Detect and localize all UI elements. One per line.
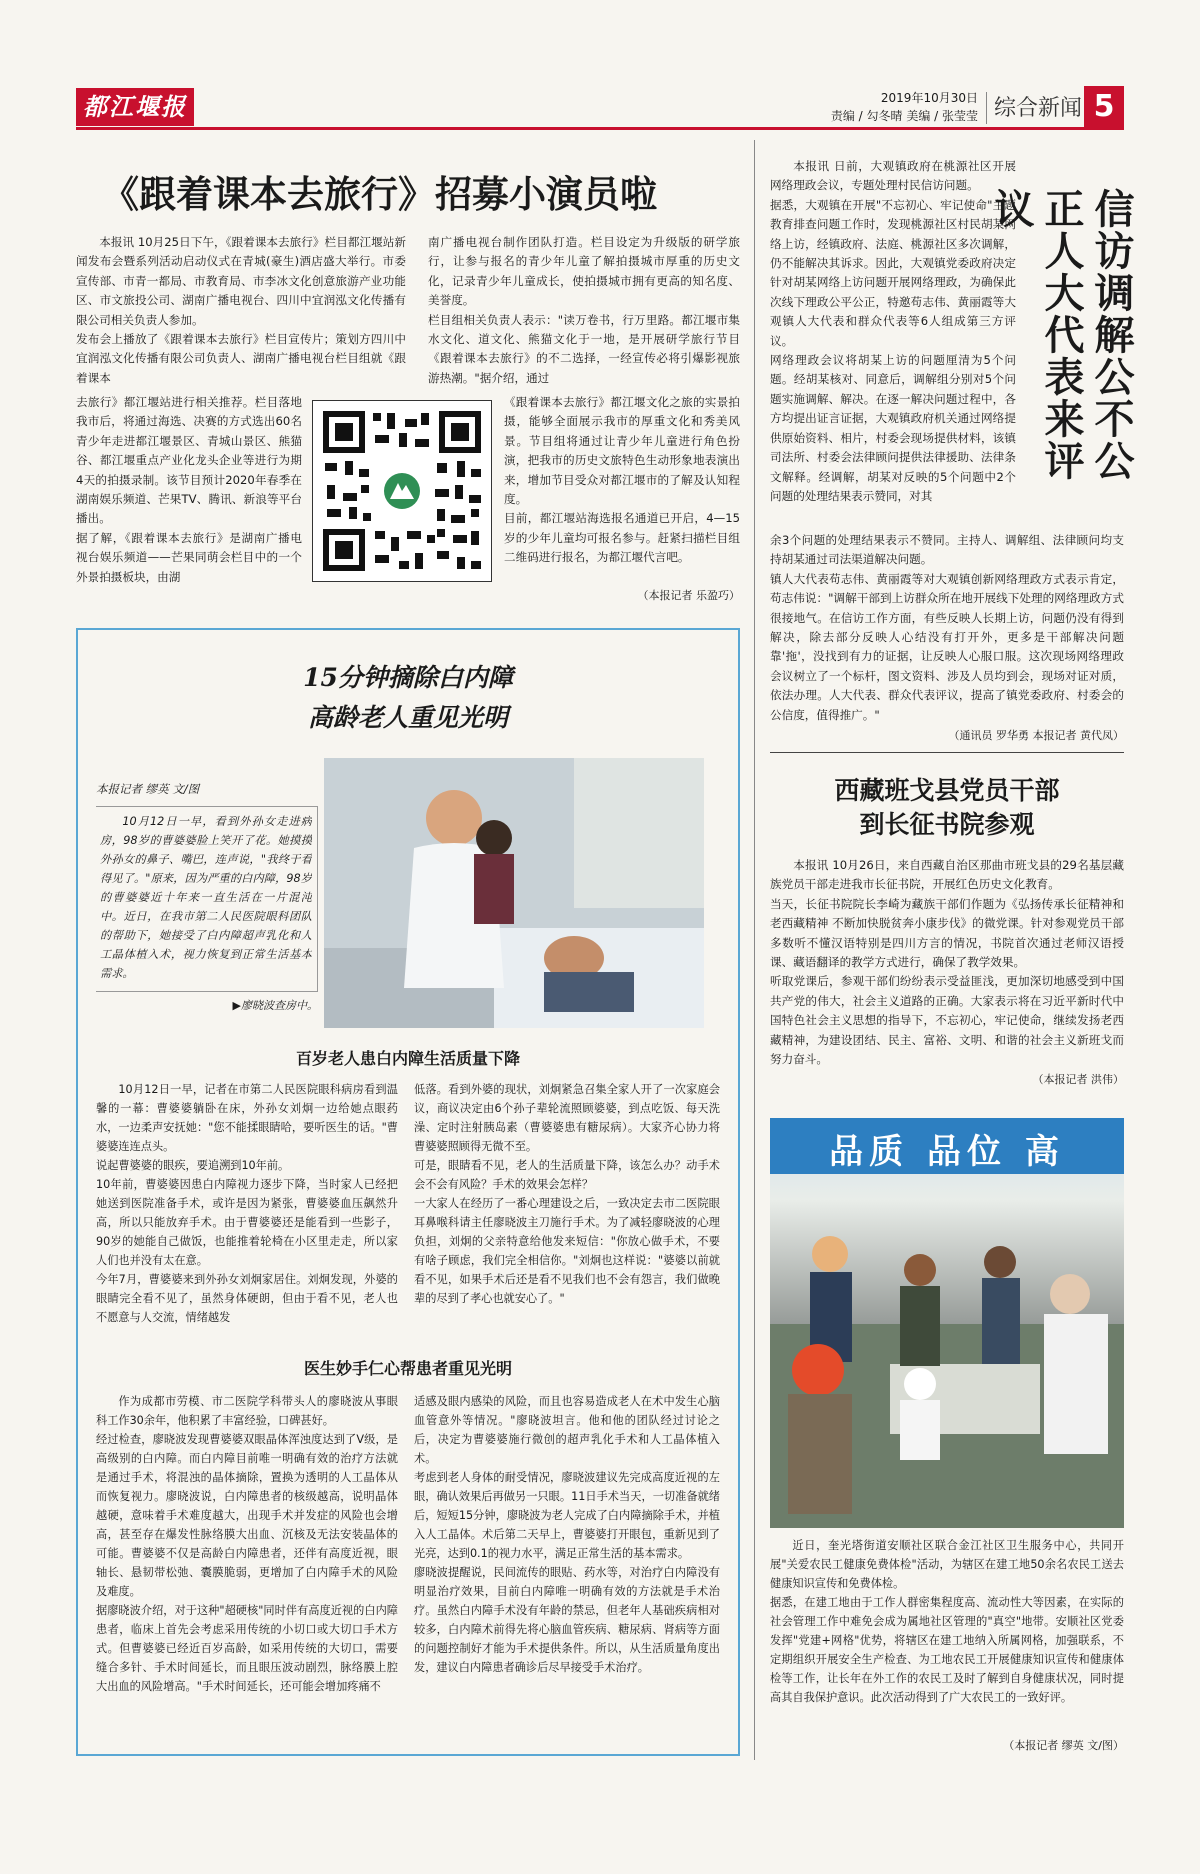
photo-caption: ▶廖晓波查房中。 <box>232 999 318 1012</box>
article1-col2-top: 南广播电视台制作团队打造。栏目设定为升级版的研学旅行，让参与报名的青少年儿童了解拍摄城市厚重的历史文化，记录青少年儿童成长，使拍摄城市拥有更高的知名度、美誉度。 栏目组相关负责人表示："读万卷书，行万里路。都江堰市集水文化、道文化、熊猫文化于一地，是开展研学旅行节目《跟着课本去旅行》的不二选择，一经宣传必将引爆影视旅游热潮。"据介绍，通过 <box>428 235 740 385</box>
feature-title-line1: 15分钟摘除白内障 <box>303 663 513 692</box>
article2-col-wide: 余3个问题的处理结果表示不赞同。主持人、调解组、法律顾问均支持胡某通过司法渠道解决问题。 镇人大代表苟志伟、黄丽霞等对大观镇创新网络理政方式表示肯定，苟志伟说："调解干部到上访群众所在地开展线下处理的网络理政方式很接地气。在信访工作方面，有些反映人长期上访，问题仍没有得到解决，除去部分反映人心结没有打开外，更多是干部解决问题靠'拖'，没找到有力的证据，让反映人心服口服。这次现场网络理政会议树立了一个标杆，图文资料、涉及人员均到会，现场对证对质，依法办理。人大代表、群众代表评议，提高了镇党委政府、村委会的公信度，值得推广。" <box>770 533 1124 722</box>
page-number: 5 <box>1084 86 1124 128</box>
article1-byline: （本报记者 乐盈巧） <box>637 589 740 602</box>
newspaper-logo: 都江堰报 <box>76 88 194 126</box>
feature-author: 本报记者 缪英 文/图 <box>96 782 200 796</box>
feature-subhead-2: 医生妙手仁心帮患者重见光明 <box>303 1359 512 1378</box>
article2-headline: 信访调解公不公正人大代表来评议 <box>988 188 1135 482</box>
doctor-patient-photo <box>324 758 704 1028</box>
qr-code[interactable] <box>312 400 492 582</box>
article1-headline: 《跟着课本去旅行》招募小演员啦 <box>102 172 657 216</box>
article3-body: 本报讯 10月26日，来自西藏自治区那曲市班戈县的29名基层藏族党员干部走进我市长征书院，开展红色历史文化教育。 当天，长征书院院长李崎为藏族干部们作题为《弘扬传承长征精神和老西藏精神 不断加快脱贫奔小康步伐》的微党课。针对参观党员干部多数听不懂汉语特别是四川方言的情况，书院首次通过老师汉语授课、藏语翻译的教学方式进行，确保了教学效果。 听取党课后，参观干部们纷纷表示受益匪浅，更加深切地感受到中国共产党的伟大，社会主义道路的正确。大家表示将在习近平新时代中国特色社会主义思想的指导下，不忘初心，牢记使命，继续发扬老西藏精神，为建设团结、民主、富裕、文明、和谐的社会主义新班戈而努力奋斗。 <box>770 858 1124 1067</box>
feature-s2-col1: 作为成都市劳模、市二医院学科带头人的廖晓波从事眼科工作30余年，他积累了丰富经验，口碑甚好。 经过检查，廖晓波发现曹婆婆双眼晶体浑浊度达到了V级，是高级别的白内障。而白内障目前唯一明确有效的治疗方法就是通过手术，将混浊的晶体摘除，置换为透明的人工晶体从而恢复视力。廖晓波说，白内障患者的核级越高，说明晶体越硬，意味着手术难度越大，出现手术并发症的风险也会增高，甚至存在爆发性脉络膜大出血、沉核及无法安装晶体的可能。曹婆婆不仅是高龄白内障患者，还伴有高度近视，眼轴长、悬韧带松弛、囊膜脆弱，更增加了白内障手术的风险及难度。 据廖晓波介绍，对于这种"超硬核"同时伴有高度近视的白内障患者，临床上首先会考虑采用传统的小切口或大切口手术方式。但曹婆婆已经近百岁高龄，如采用传统的大切口，需要缝合多针、手术时间延长，而且眼压波动剧烈，脉络膜上腔大出血的风险增高。"手术时间延长，还可能会增加疼痛不 <box>96 1395 398 1693</box>
feature-subhead-1: 百岁老人患白内障生活质量下降 <box>295 1049 520 1068</box>
article1-col1-narrow: 去旅行》都江堰站进行相关推荐。栏目落地我市后，将通过海选、决赛的方式选出60名青少年走进都江堰景区、青城山景区、熊猫谷、都江堰重点产业化龙头企业等进行为期4天的拍摄录制。该节目预计2020年春季在湖南娱乐频道、芒果TV、腾讯、新浪等平台播出。 据了解，《跟着课本去旅行》是湖南广播电视台娱乐频道——芒果同萌会栏目中的一个外景拍摄板块，由湖 <box>76 395 302 584</box>
feature-s1-col2: 低落。看到外婆的现状，刘炯紧急召集全家人开了一次家庭会议，商议决定由6个孙子辈轮流照顾婆婆，到点吃饭、每天洗澡、定时注射胰岛素（曹婆婆患有糖尿病）。大家齐心协力将曹婆婆照顾得无微不至。 可是，眼睛看不见，老人的生活质量下降，该怎么办？动手术会不会有风险？手术的效果会怎样？ 一大家人在经历了一番心理建设之后，一致决定去市二医院眼耳鼻喉科请主任廖晓波主刀施行手术。为了减轻廖晓波的心理负担，刘炯的父亲特意给他发来短信："你放心做手术，不要有啥子顾虑，我们完全相信你。"刘炯也这样说："婆婆以前就看不见，如果手术后还是看不见我们也不会有怨言，我们做晚辈的尽到了孝心也就安心了。" <box>414 1083 720 1305</box>
section-divider <box>770 752 1124 753</box>
article2-byline: （通讯员 罗华勇 本报记者 黄代凤） <box>948 729 1124 742</box>
health-checkup-photo <box>770 1118 1124 1528</box>
feature-s2-col2: 适感及眼内感染的风险，而且也容易造成老人在术中发生心脑血管意外等情况。"廖晓波坦言。他和他的团队经过讨论之后，决定为曹婆婆施行微创的超声乳化手术和人工晶体植入术。 考虑到老人身体的耐受情况，廖晓波建议先完成高度近视的左眼，确认效果后再做另一只眼。11日手术当天，一切准备就绪后，短短15分钟，廖晓波为老人完成了白内障摘除手术，并植入人工晶体。术后第二天早上，曹婆婆打开眼包，重新见到了光亮，达到0.1的视力水平，满足正常生活的基本需求。 廖晓波提醒说，民间流传的眼贴、药水等，对治疗白内障没有明显治疗效果，目前白内障唯一明确有效的方法就是手术治疗。虽然白内障手术没有年龄的禁忌，但老年人基础疾病相对较多，白内障术前得先将心脑血管疾病、糖尿病、肾病等方面的问题控制好才能为手术提供条件。所以，从生活质量角度出发，建议白内障患者确诊后尽早接受手术治疗。 <box>414 1395 720 1674</box>
article3-byline: （本报记者 洪伟） <box>1032 1073 1124 1086</box>
article1-col1-top: 本报讯 10月25日下午，《跟着课本去旅行》栏目都江堰站新闻发布会暨系列活动启动仪式在青城(豪生)酒店盛大举行。市委宣传部、市青一都局、市教育局、市李冰文化创意旅游产业功能区、市文旅投公司、湖南广播电视台、四川中宜润泓文化传播有限公司相关负责人参加。 发布会上播放了《跟着课本去旅行》栏目宣传片；策划方四川中宜润泓文化传播有限公司负责人、湖南广播电视台栏目组就《跟着课本 <box>76 235 406 385</box>
article2-col-top: 本报讯 日前，大观镇政府在桃源社区开展网络理政会议，专题处理村民信访问题。 据悉，大观镇在开展"不忘初心、牢记使命"主题教育排查问题工作时，发现桃源社区村民胡某网络上访，经镇政府、法庭、桃源社区多次调解，仍不能解决其诉求。因此，大观镇党委政府决定针对胡某网络上访问题开展网络理政，为确保此次线下理政公平公正，特邀苟志伟、黄丽霞等大观镇人大代表和群众代表等6人组成第三方评议。 网络理政会议将胡某上访的问题厘清为5个问题。经胡某核对、同意后，调解组分别对5个问题实施调解、解决。在逐一解决问题过程中，各方均提出证言证据，大观镇政府机关通过网络提供原始资料、相片，村委会现场提供材料，该镇司法所、村委会法律顾问提供法律援助、法律条文解释。经调解，胡某对反映的5个问题中2个问题的处理结果表示赞同，对其 <box>770 159 1016 503</box>
hospital-scene-icon <box>324 758 704 1028</box>
feature-title-line2: 高龄老人重见光明 <box>307 703 508 732</box>
feature-intro: 10月12日一早，看到外孙女走进病房，98岁的曹婆婆脸上笑开了花。她摸摸外孙女的鼻子、嘴巴，连声说，"我终于看得见了。"原来，因为严重的白内障，98岁的曹婆婆近十年来一直生活在一片混沌中。近日，在我市第二人民医院眼科团队的帮助下，她接受了白内障超声乳化和人工晶体植入术，视力恢复到正常生活基本需求。 <box>100 815 312 980</box>
masthead-divider <box>986 92 987 124</box>
article3-headline-line1: 西藏班戈县党员干部 <box>834 776 1060 805</box>
issue-date: 2019年10月30日 <box>880 91 978 105</box>
qr-code-icon <box>317 405 487 577</box>
article1-col2-narrow: 《跟着课本去旅行》都江堰文化之旅的实景拍摄，能够全面展示我市的厚重文化和秀美风景。节目组将通过让青少年儿童进行角色扮演，把我市的历史文旅特色生动形象地表演出来，增加节目受众对都江堰市的了解及认知程度。 目前，都江堰站海选报名通道已开启，4—15岁的少年儿童均可报名参与。赶紧扫描栏目组二维码进行报名，为都江堰代言吧。 <box>504 395 740 565</box>
section-name: 综合新闻 <box>994 96 1083 121</box>
people-scene-icon <box>770 1174 1124 1528</box>
article4-byline: （本报记者 缪英 文/图） <box>1003 1739 1124 1752</box>
column-divider <box>754 140 755 1760</box>
article3-headline-line2: 到长征书院参观 <box>859 810 1035 839</box>
masthead-rule <box>76 127 1124 130</box>
editors-credit: 责编 / 勾冬晴 美编 / 张莹莹 <box>830 109 978 123</box>
banner-sign-text: 品质 品位 高 <box>829 1132 1065 1172</box>
feature-s1-col1: 10月12日一早，记者在市第二人民医院眼科病房看到温馨的一幕：曹婆婆躺卧在床，外孙女刘炯一边给她点眼药水，一边柔声安抚她："您不能揉眼睛哈，要听医生的话。"曹婆婆连连点头。 说起曹婆婆的眼疾，要追溯到10年前。 10年前，曹婆婆因患白内障视力逐步下降，当时家人已经把她送到医院准备手术，或许是因为紧张，曹婆婆血压飙然升高，所以只能放弃手术。由于曹婆婆还是能看到一些影子，90岁的她能自己做饭，也能推着轮椅在小区里走走，所以家人们也并没有太在意。 今年7月，曹婆婆来到外孙女刘炯家居住。刘炯发现，外婆的眼睛完全看不见了，虽然身体硬朗，但由于看不见，老人也不愿意与人交流，情绪越发 <box>96 1083 398 1324</box>
article4-caption: 近日，奎光塔街道安顺社区联合金江社区卫生服务中心，共同开展"关爱农民工健康免费体检"活动，为辖区在建工地50余名农民工送去健康知识宣传和免费体检。 据悉，在建工地由于工作人群密集程度高、流动性大等因素，在实际的社会管理工作中难免会成为属地社区管理的"真空"地带。安顺社区党委发挥"党建+网格"优势，将辖区在建工地纳入所属网格，加强联系，不定期组织开展安全生产检查、为工地农民工开展健康知识宣传和健康体检等工作，让长年在外工作的农民工及时了解到自身健康状况，同时提高其自我保护意识。此次活动得到了广大农民工的一致好评。 <box>770 1539 1124 1704</box>
